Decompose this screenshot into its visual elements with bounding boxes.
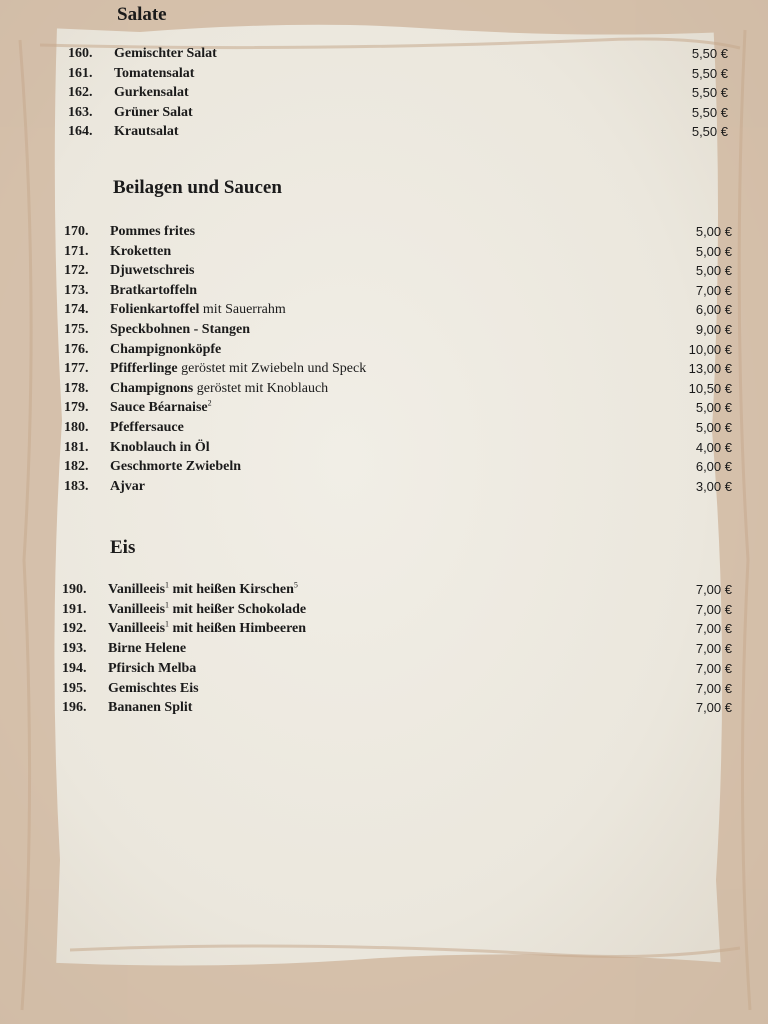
item-price: 7,00 €: [695, 601, 732, 617]
item-name: [108, 659, 196, 679]
menu-item-row: [64, 300, 732, 320]
item-name: [114, 122, 179, 142]
item-title: Gurkensalat: [114, 85, 189, 100]
item-name: [110, 379, 328, 399]
item-number: 175.: [64, 322, 89, 337]
item-title: Birne Helene: [108, 641, 187, 657]
item-number: 171.: [64, 243, 89, 259]
item-number: 160.: [68, 46, 93, 61]
menu-item-row: [62, 580, 732, 600]
item-title: Gemischtes Eis: [108, 680, 199, 696]
item-title: Speckbohnen - Stangen: [110, 322, 251, 337]
menu-item-row: [64, 477, 732, 497]
item-title: Vanilleeis: [108, 582, 166, 597]
item-number: 170.: [64, 224, 89, 239]
item-title: Pfirsich Melba: [108, 660, 197, 676]
menu-item-row: [64, 438, 732, 458]
menu-item-row: [64, 281, 732, 301]
allergen-footnote: 1: [165, 619, 170, 629]
section-title-salate: Salate: [117, 4, 167, 25]
item-number: 179.: [64, 400, 89, 416]
item-title: Gemischter Salat: [114, 46, 217, 61]
item-name: [110, 300, 286, 320]
item-number: 173.: [64, 282, 89, 298]
item-title: Knoblauch in Öl: [110, 439, 210, 455]
item-name: [110, 340, 221, 360]
menu-item-row: [62, 698, 732, 718]
item-title: Ajvar: [110, 478, 145, 494]
item-price: 7,00 €: [695, 660, 732, 676]
item-price: 9,00 €: [695, 322, 732, 337]
menu-item-row: [64, 340, 732, 360]
item-description: geröstet mit Knoblauch: [193, 380, 329, 396]
item-description: geröstet mit Zwiebeln und Speck: [177, 361, 367, 377]
item-name: [110, 359, 366, 379]
section-title-eis: Eis: [110, 537, 136, 558]
item-price: 7,00 €: [695, 641, 732, 657]
item-title-continued: mit heißer Schokolade: [169, 601, 307, 617]
item-title: Sauce Béarnaise: [110, 400, 208, 416]
item-title: Folienkartoffel: [110, 302, 200, 318]
item-number: 183.: [64, 478, 89, 494]
menu-item-row: [68, 64, 728, 84]
item-number: 181.: [64, 439, 89, 455]
item-name: [110, 398, 212, 418]
item-title: Champignons: [110, 380, 194, 396]
allergen-footnote: 1: [165, 580, 170, 590]
menu-item-row: [64, 457, 732, 477]
item-title: Tomatensalat: [114, 65, 195, 81]
item-number: 177.: [64, 361, 89, 377]
section-title-beilagen: Beilagen und Saucen: [113, 177, 282, 198]
menu-item-row: [68, 44, 728, 64]
menu-item-row: [64, 359, 732, 379]
item-name: [110, 457, 241, 477]
menu-item-row: [68, 83, 728, 103]
item-title-continued: mit heißen Himbeeren: [169, 621, 307, 637]
allergen-footnote: 5: [293, 580, 298, 590]
item-number: 174.: [64, 302, 89, 318]
item-price: 7,00 €: [695, 680, 732, 696]
item-name: [110, 261, 195, 281]
item-price: 4,00 €: [695, 439, 732, 455]
item-price: 5,00 €: [695, 243, 732, 259]
item-number: 190.: [62, 582, 87, 597]
item-price: 7,00 €: [695, 282, 732, 298]
item-number: 191.: [62, 601, 87, 617]
item-name: [114, 83, 189, 103]
item-price: 5,50 €: [691, 65, 728, 81]
item-number: 162.: [68, 85, 93, 100]
item-name: [108, 619, 306, 639]
item-price: 5,00 €: [695, 224, 732, 239]
menu-item-row: [62, 659, 732, 679]
item-price: 10,00 €: [688, 341, 732, 357]
item-title: Grüner Salat: [114, 104, 193, 120]
item-number: 196.: [62, 700, 87, 716]
item-title: Krautsalat: [114, 124, 179, 139]
item-name: [110, 222, 195, 242]
item-price: 10,50 €: [688, 380, 732, 396]
item-title: Djuwetschreis: [110, 263, 195, 279]
item-title: Kroketten: [110, 243, 172, 259]
item-price: 6,00 €: [695, 302, 732, 318]
item-number: 172.: [64, 263, 89, 279]
item-number: 163.: [68, 104, 93, 120]
menu-item-row: [62, 679, 732, 699]
menu-item-row: [64, 418, 732, 438]
menu-item-row: [64, 261, 732, 281]
menu-item-row: [62, 619, 732, 639]
item-number: 178.: [64, 380, 89, 396]
item-title: Bratkartoffeln: [110, 282, 198, 298]
item-title-continued: mit heißen Kirschen: [169, 582, 294, 597]
item-title: Geschmorte Zwiebeln: [110, 459, 242, 475]
item-name: [110, 320, 250, 340]
menu-item-row: [64, 379, 732, 399]
item-price: 3,00 €: [695, 478, 732, 494]
item-price: 5,00 €: [695, 420, 732, 435]
allergen-footnote: 2: [207, 398, 212, 408]
menu-item-row: [62, 639, 732, 659]
item-price: 6,00 €: [695, 459, 732, 475]
item-number: 182.: [64, 459, 89, 475]
item-price: 5,00 €: [695, 400, 732, 416]
item-price: 7,00 €: [695, 582, 732, 597]
item-description: mit Sauerrahm: [199, 302, 286, 318]
item-price: 5,50 €: [691, 46, 728, 61]
menu-item-row: [62, 600, 732, 620]
item-price: 7,00 €: [695, 700, 732, 716]
item-price: 5,50 €: [691, 104, 728, 120]
item-number: 164.: [68, 124, 93, 139]
item-number: 192.: [62, 621, 87, 637]
item-name: [114, 44, 217, 64]
item-name: [110, 242, 171, 262]
item-name: [110, 477, 145, 497]
item-price: 5,00 €: [695, 263, 732, 279]
item-number: 176.: [64, 341, 89, 357]
menu-item-row: [64, 222, 732, 242]
menu-item-row: [68, 122, 728, 142]
item-number: 161.: [68, 65, 93, 81]
item-number: 180.: [64, 420, 89, 435]
item-name: [108, 679, 199, 699]
item-title: Pommes frites: [110, 224, 196, 239]
allergen-footnote: 1: [165, 600, 170, 610]
item-name: [108, 580, 298, 600]
item-name: [108, 698, 192, 718]
item-name: [110, 281, 197, 301]
item-name: [110, 418, 184, 438]
menu-item-row: [68, 103, 728, 123]
item-name: [110, 438, 210, 458]
item-number: 193.: [62, 641, 87, 657]
item-title: Pfifferlinge: [110, 361, 178, 377]
menu-item-row: [64, 320, 732, 340]
item-title: Vanilleeis: [108, 601, 166, 617]
menu-item-row: [64, 242, 732, 262]
item-price: 13,00 €: [688, 361, 732, 377]
item-name: [114, 64, 194, 84]
item-title: Bananen Split: [108, 700, 193, 716]
menu-item-row: [64, 398, 732, 418]
item-number: 194.: [62, 660, 87, 676]
item-price: 5,50 €: [691, 124, 728, 139]
item-name: [108, 639, 186, 659]
item-name: [108, 600, 306, 620]
item-number: 195.: [62, 680, 87, 696]
item-price: 7,00 €: [695, 621, 732, 637]
item-title: Pfeffersauce: [110, 420, 184, 435]
item-name: [114, 103, 193, 123]
item-price: 5,50 €: [691, 85, 728, 100]
item-title: Vanilleeis: [108, 621, 166, 637]
item-title: Champignonköpfe: [110, 341, 222, 357]
